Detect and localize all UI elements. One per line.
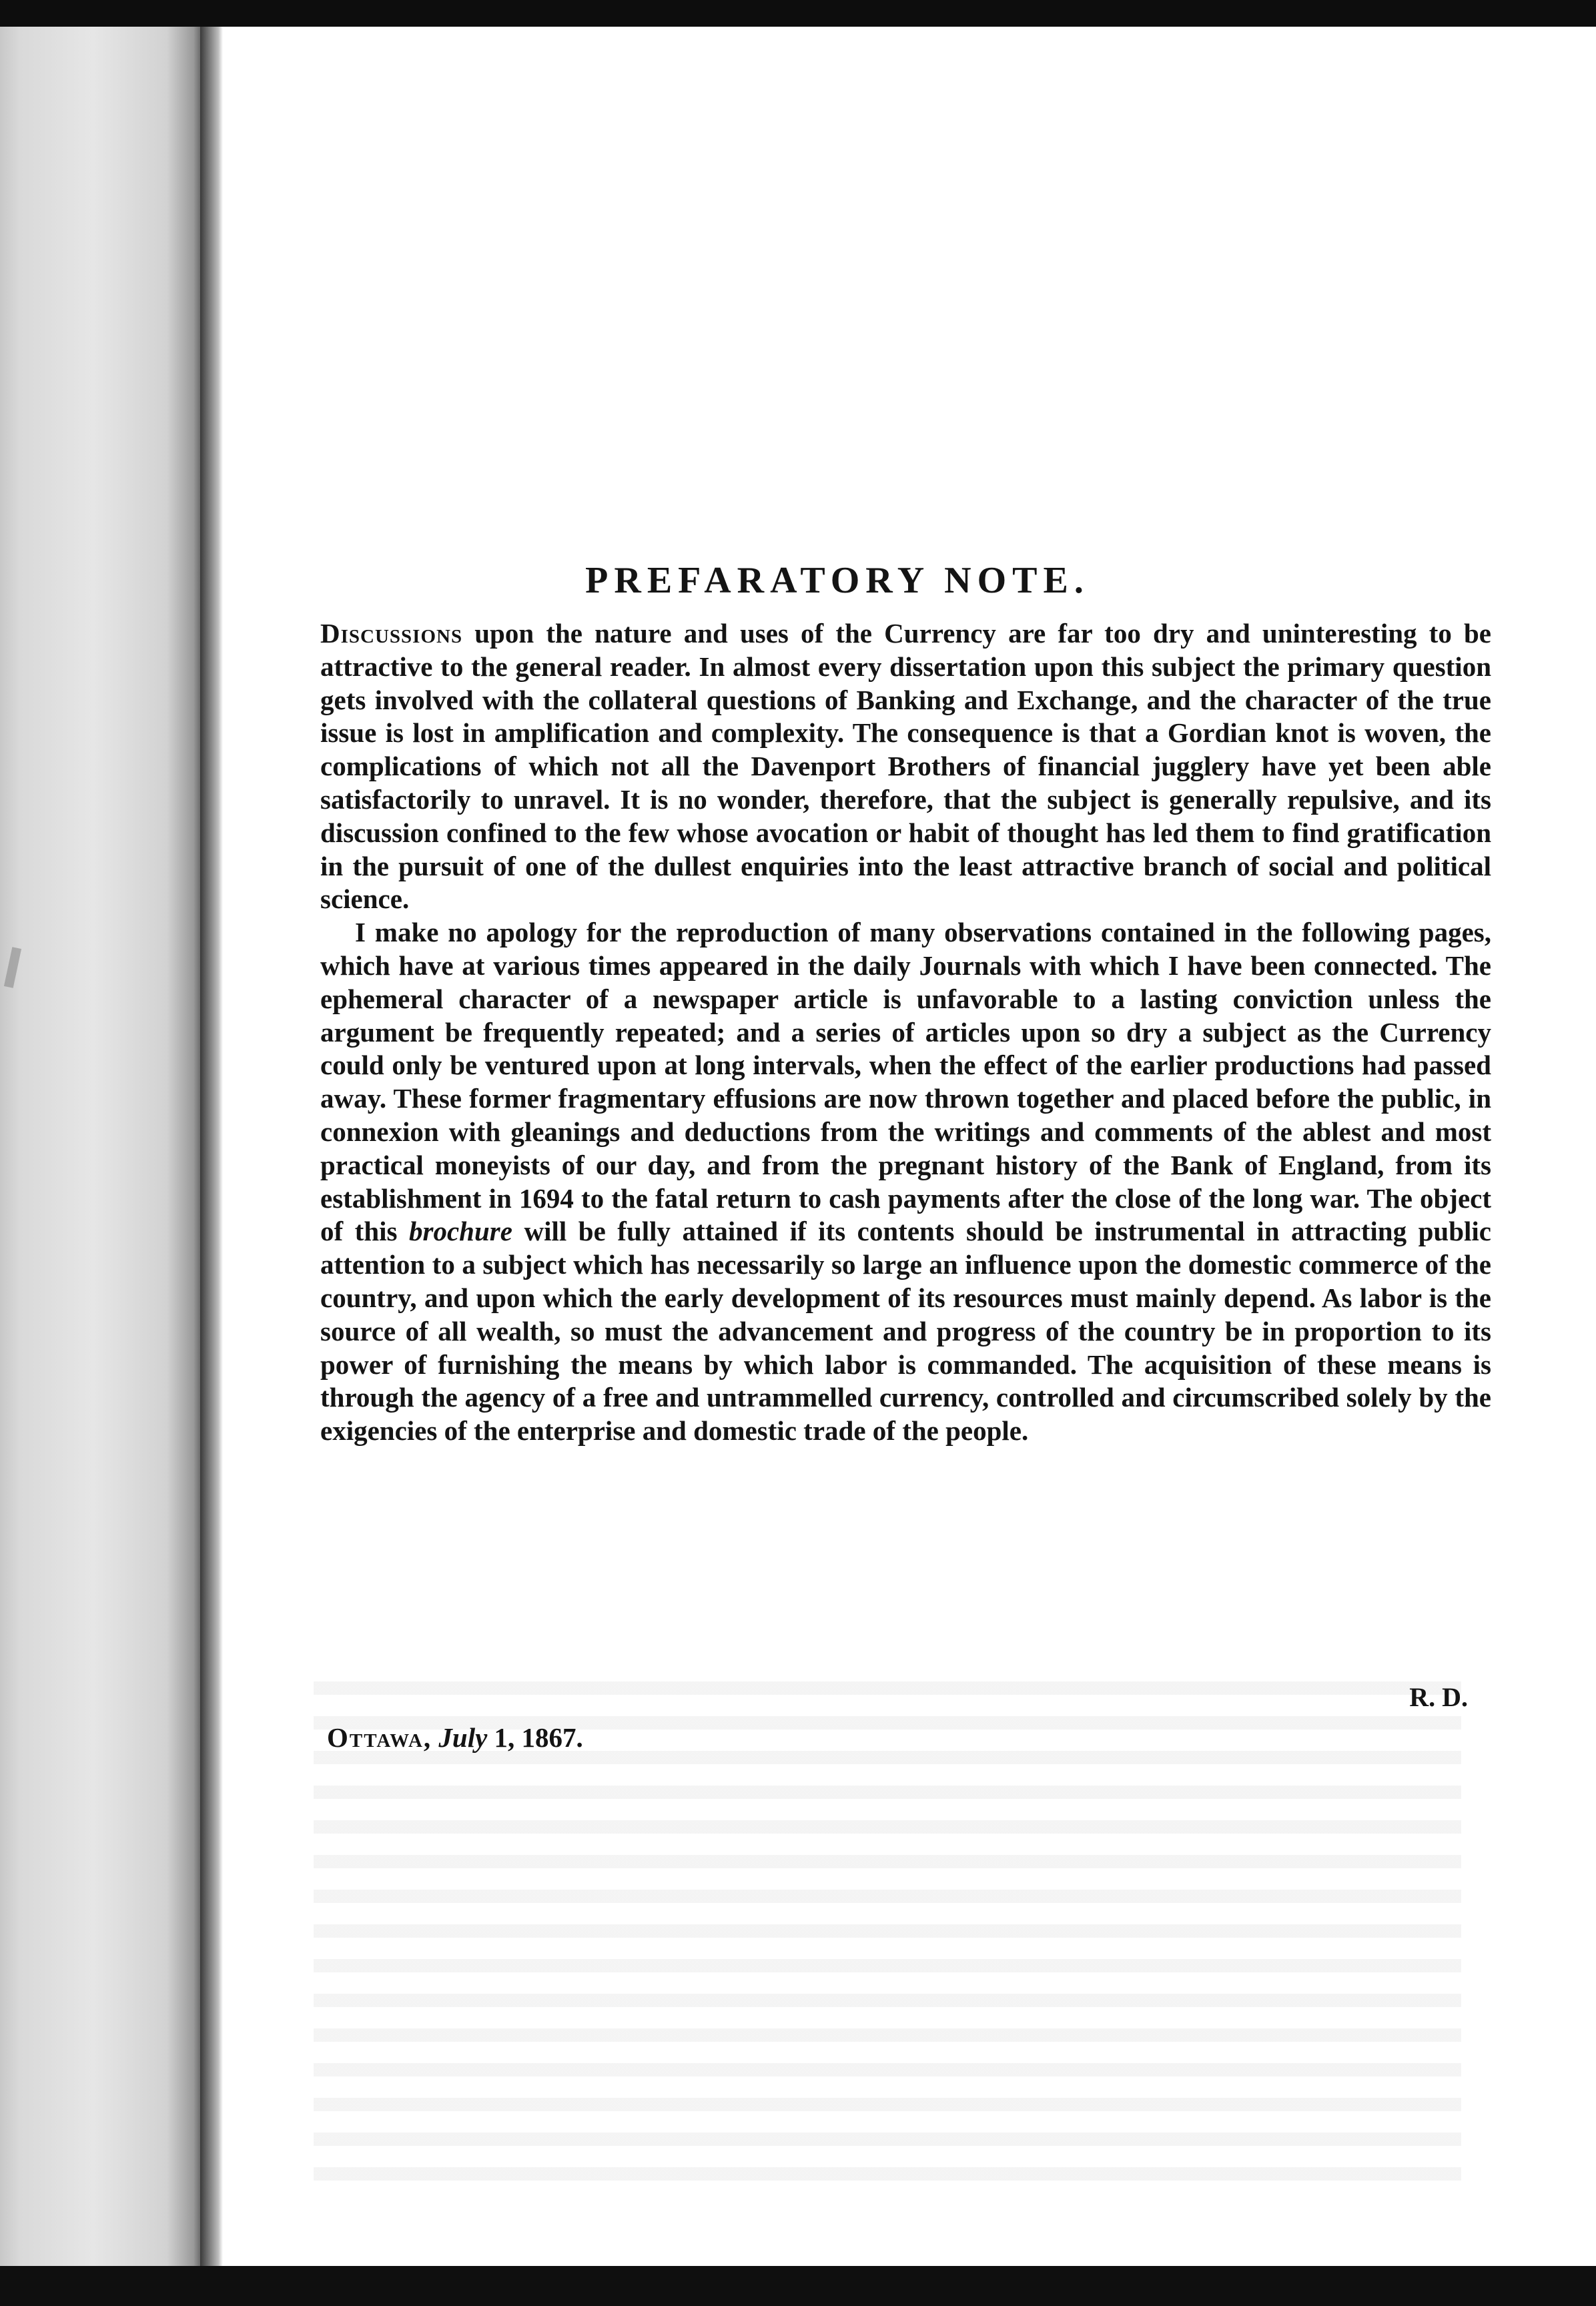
- signature-initials: R. D.: [1409, 1682, 1468, 1712]
- scan-bottom-edge: [0, 2266, 1596, 2306]
- note-body: [320, 617, 1491, 1448]
- paragraph-2-text-a: I make no apology for the reproduction of many observations contained in the following pages, which have at various times appeared in the daily Journals with which I have been connected. The ephemeral character of a newspaper article is unfavorable to a lasting conviction unless the argument be frequently repeated; and a series of articles upon so dry a subject as the Currency could only be ventured upon at long intervals, when the effect of the earlier productions had passed away. These former fragmentary effusions are now thrown together and placed before the public, in connexion with gleanings and deductions from the writings and comments of the ablest and most practical moneyists of our day, and from the pregnant history of the Bank of England, from its establishment in 1694 to the fatal return to cash payments after the close of the long war. The object of this: [320, 917, 1491, 1247]
- dateline-rest: 1, 1867.: [487, 1722, 583, 1753]
- dateline-month: July: [438, 1722, 488, 1753]
- dateline: [327, 1721, 927, 1754]
- paragraph-1-lead: Discussions: [320, 618, 463, 649]
- facing-page-edge: [0, 27, 200, 2266]
- paragraph-2-emphasis: brochure: [409, 1216, 512, 1247]
- book-gutter: [200, 27, 223, 2266]
- dateline-place: Ottawa,: [327, 1722, 432, 1753]
- show-through-bleed: [314, 1681, 1461, 2189]
- paragraph-2: [320, 916, 1491, 1448]
- paragraph-2-text-b: will be fully attained if its contents should be instrumental in attracting public attention to a subject which has necessarily so large an influence upon the domestic commerce of the country, and upon which the early development of its resources must mainly depend. As labor is the source of all wealth, so must the advancement and progress of the country be in proportion to its power of furnishing the means by which labor is commanded. The acquisition of these means is through the agency of a free and untrammelled currency, controlled and circumscribed solely by the exigencies of the enterprise and domestic trade of the people.: [320, 1216, 1491, 1447]
- paragraph-1-text: upon the nature and uses of the Currency are far too dry and uninteresting to be attractive to the general reader. In almost every dissertation upon this subject the primary question gets involved with the collateral questions of Banking and Exchange, and the character of the true issue is lost in amplification and complexity. The consequence is that a Gordian knot is woven, the complications of which not all the Davenport Brothers of financial jugglery have yet been able satisfactorily to unravel. It is no wonder, therefore, that the subject is generally repulsive, and its discussion confined to the few whose avocation or habit of thought has led them to find gratification in the pursuit of one of the dullest enquiries into the least attractive branch of social and political science.: [320, 618, 1491, 915]
- scan-top-edge: [0, 0, 1596, 27]
- page-title: PREFARATORY NOTE.: [585, 559, 1090, 601]
- paragraph-1: [320, 617, 1491, 916]
